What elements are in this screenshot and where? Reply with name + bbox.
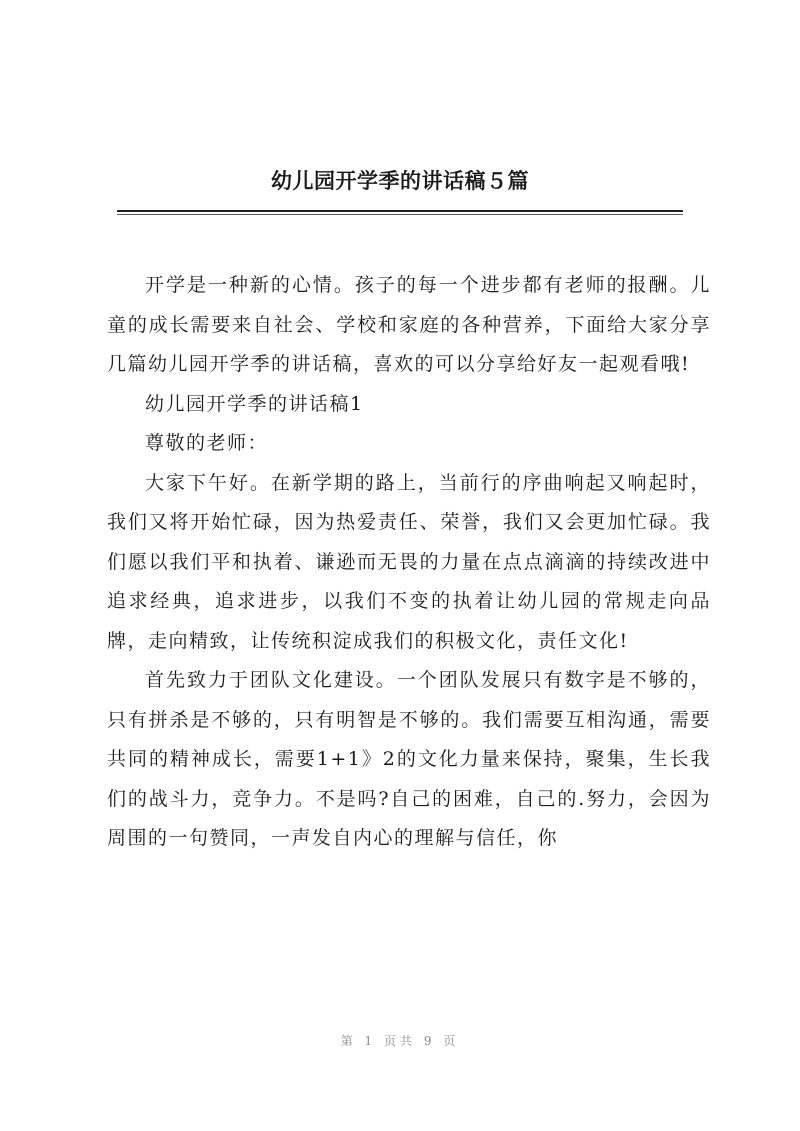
intro-paragraph: 开学是一种新的心情。孩子的每一个进步都有老师的报酬。儿童的成长需要来自社会、学校和家庭的各种营养，下面给大家分享几篇幼儿园开学季的讲话稿，喜欢的可以分享给好友一起观看哦!: [107, 274, 711, 375]
title-divider: [117, 210, 683, 212]
body-paragraph: 首先致力于团队文化建设。一个团队发展只有数字是不够的，只有拼杀是不够的，只有明智是不够的。我们需要互相沟通，需要共同的精神成长，需要1+1》2的文化力量来保持，聚集，生长我们的战斗力，竞争力。不是吗?自己的困难，自己的.努力，会因为周围的一句赞同，一声发自内心的理解与信任，你: [107, 669, 711, 849]
salutation: 尊敬的老师：: [145, 432, 269, 454]
section-heading: 幼儿园开学季的讲话稿1: [145, 392, 364, 415]
page-footer: 第 1 页共 9 页: [340, 1034, 460, 1048]
body-paragraph: 大家下午好。在新学期的路上，当前行的序曲响起又响起时，我们又将开始忙碌，因为热爱责任、荣誉，我们又会更加忙碌。我们愿以我们平和执着、谦逊而无畏的力量在点点滴滴的持续改进中追求经典，追求进步，以我们不变的执着让幼儿园的常规走向品牌，走向精致，让传统积淀成我们的积极文化，责任文化!: [107, 471, 711, 652]
page-title: 幼儿园开学季的讲话稿５篇: [271, 168, 529, 193]
title-divider-thin: [117, 214, 683, 215]
document-body: [107, 266, 711, 859]
